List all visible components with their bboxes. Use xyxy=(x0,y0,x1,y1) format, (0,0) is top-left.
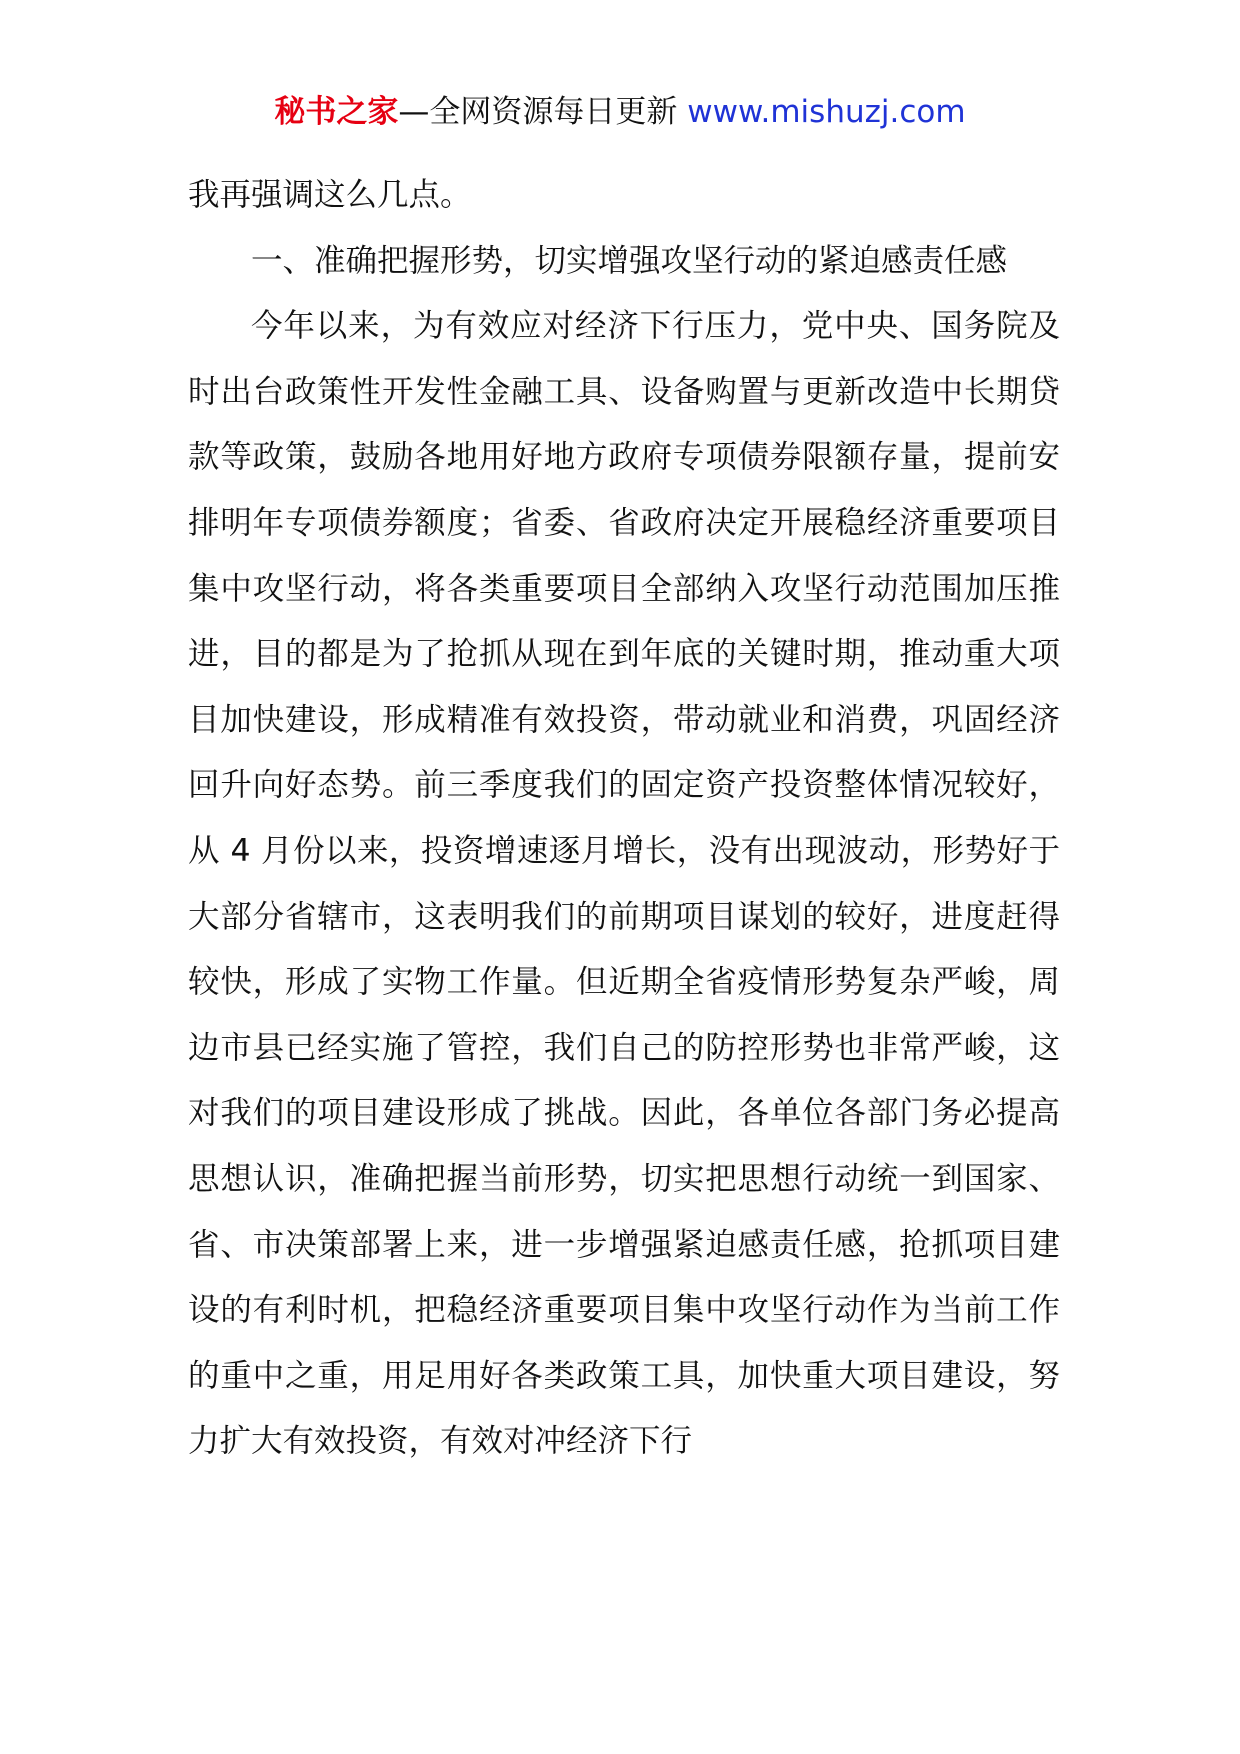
site-url-link[interactable]: www.mishuzj.com xyxy=(687,94,966,130)
header-tagline: —全网资源每日更新 xyxy=(398,94,678,130)
section-heading: 一、准确把握形势，切实增强攻坚行动的紧迫感责任感 xyxy=(251,242,1008,279)
site-header xyxy=(0,92,1240,132)
document-body xyxy=(188,163,1060,1475)
brand-name: 秘书之家 xyxy=(274,94,399,130)
body-paragraph: 今年以来，为有效应对经济下行压力，党中央、国务院及时出台政策性开发性金融工具、设备购置与更新改造中长期贷款等政策，鼓励各地用好地方政府专项债券限额存量，提前安排明年专项债券额度；省委、省政府决定开展稳经济重要项目集中攻坚行动，将各类重要项目全部纳入攻坚行动范围加压推进，目的都是为了抢抓从现在到年底的关键时期，推动重大项目加快建设，形成精准有效投资，带动就业和消费，巩固经济回升向好态势。前三季度我们的固定资产投资整体情况较好，从 4 月份以来，投资增速逐月增长，没有出现波动，形势好于大部分省辖市，这表明我们的前期项目谋划的较好，进度赶得较快，形成了实物工作量。但近期全省疫情形势复杂严峻，周边市县已经实施了管控，我们自己的防控形势也非常严峻，这对我们的项目建设形成了挑战。因此，各单位各部门务必提高思想认识，准确把握当前形势，切实把思想行动统一到国家、省、市决策部署上来，进一步增强紧迫感责任感，抢抓项目建设的有利时机，把稳经济重要项目集中攻坚行动作为当前工作的重中之重，用足用好各类政策工具，加快重大项目建设，努力扩大有效投资，有效对冲经济下行 xyxy=(188,308,1060,1460)
paragraph-continuation: 我再强调这么几点。 xyxy=(188,177,472,213)
